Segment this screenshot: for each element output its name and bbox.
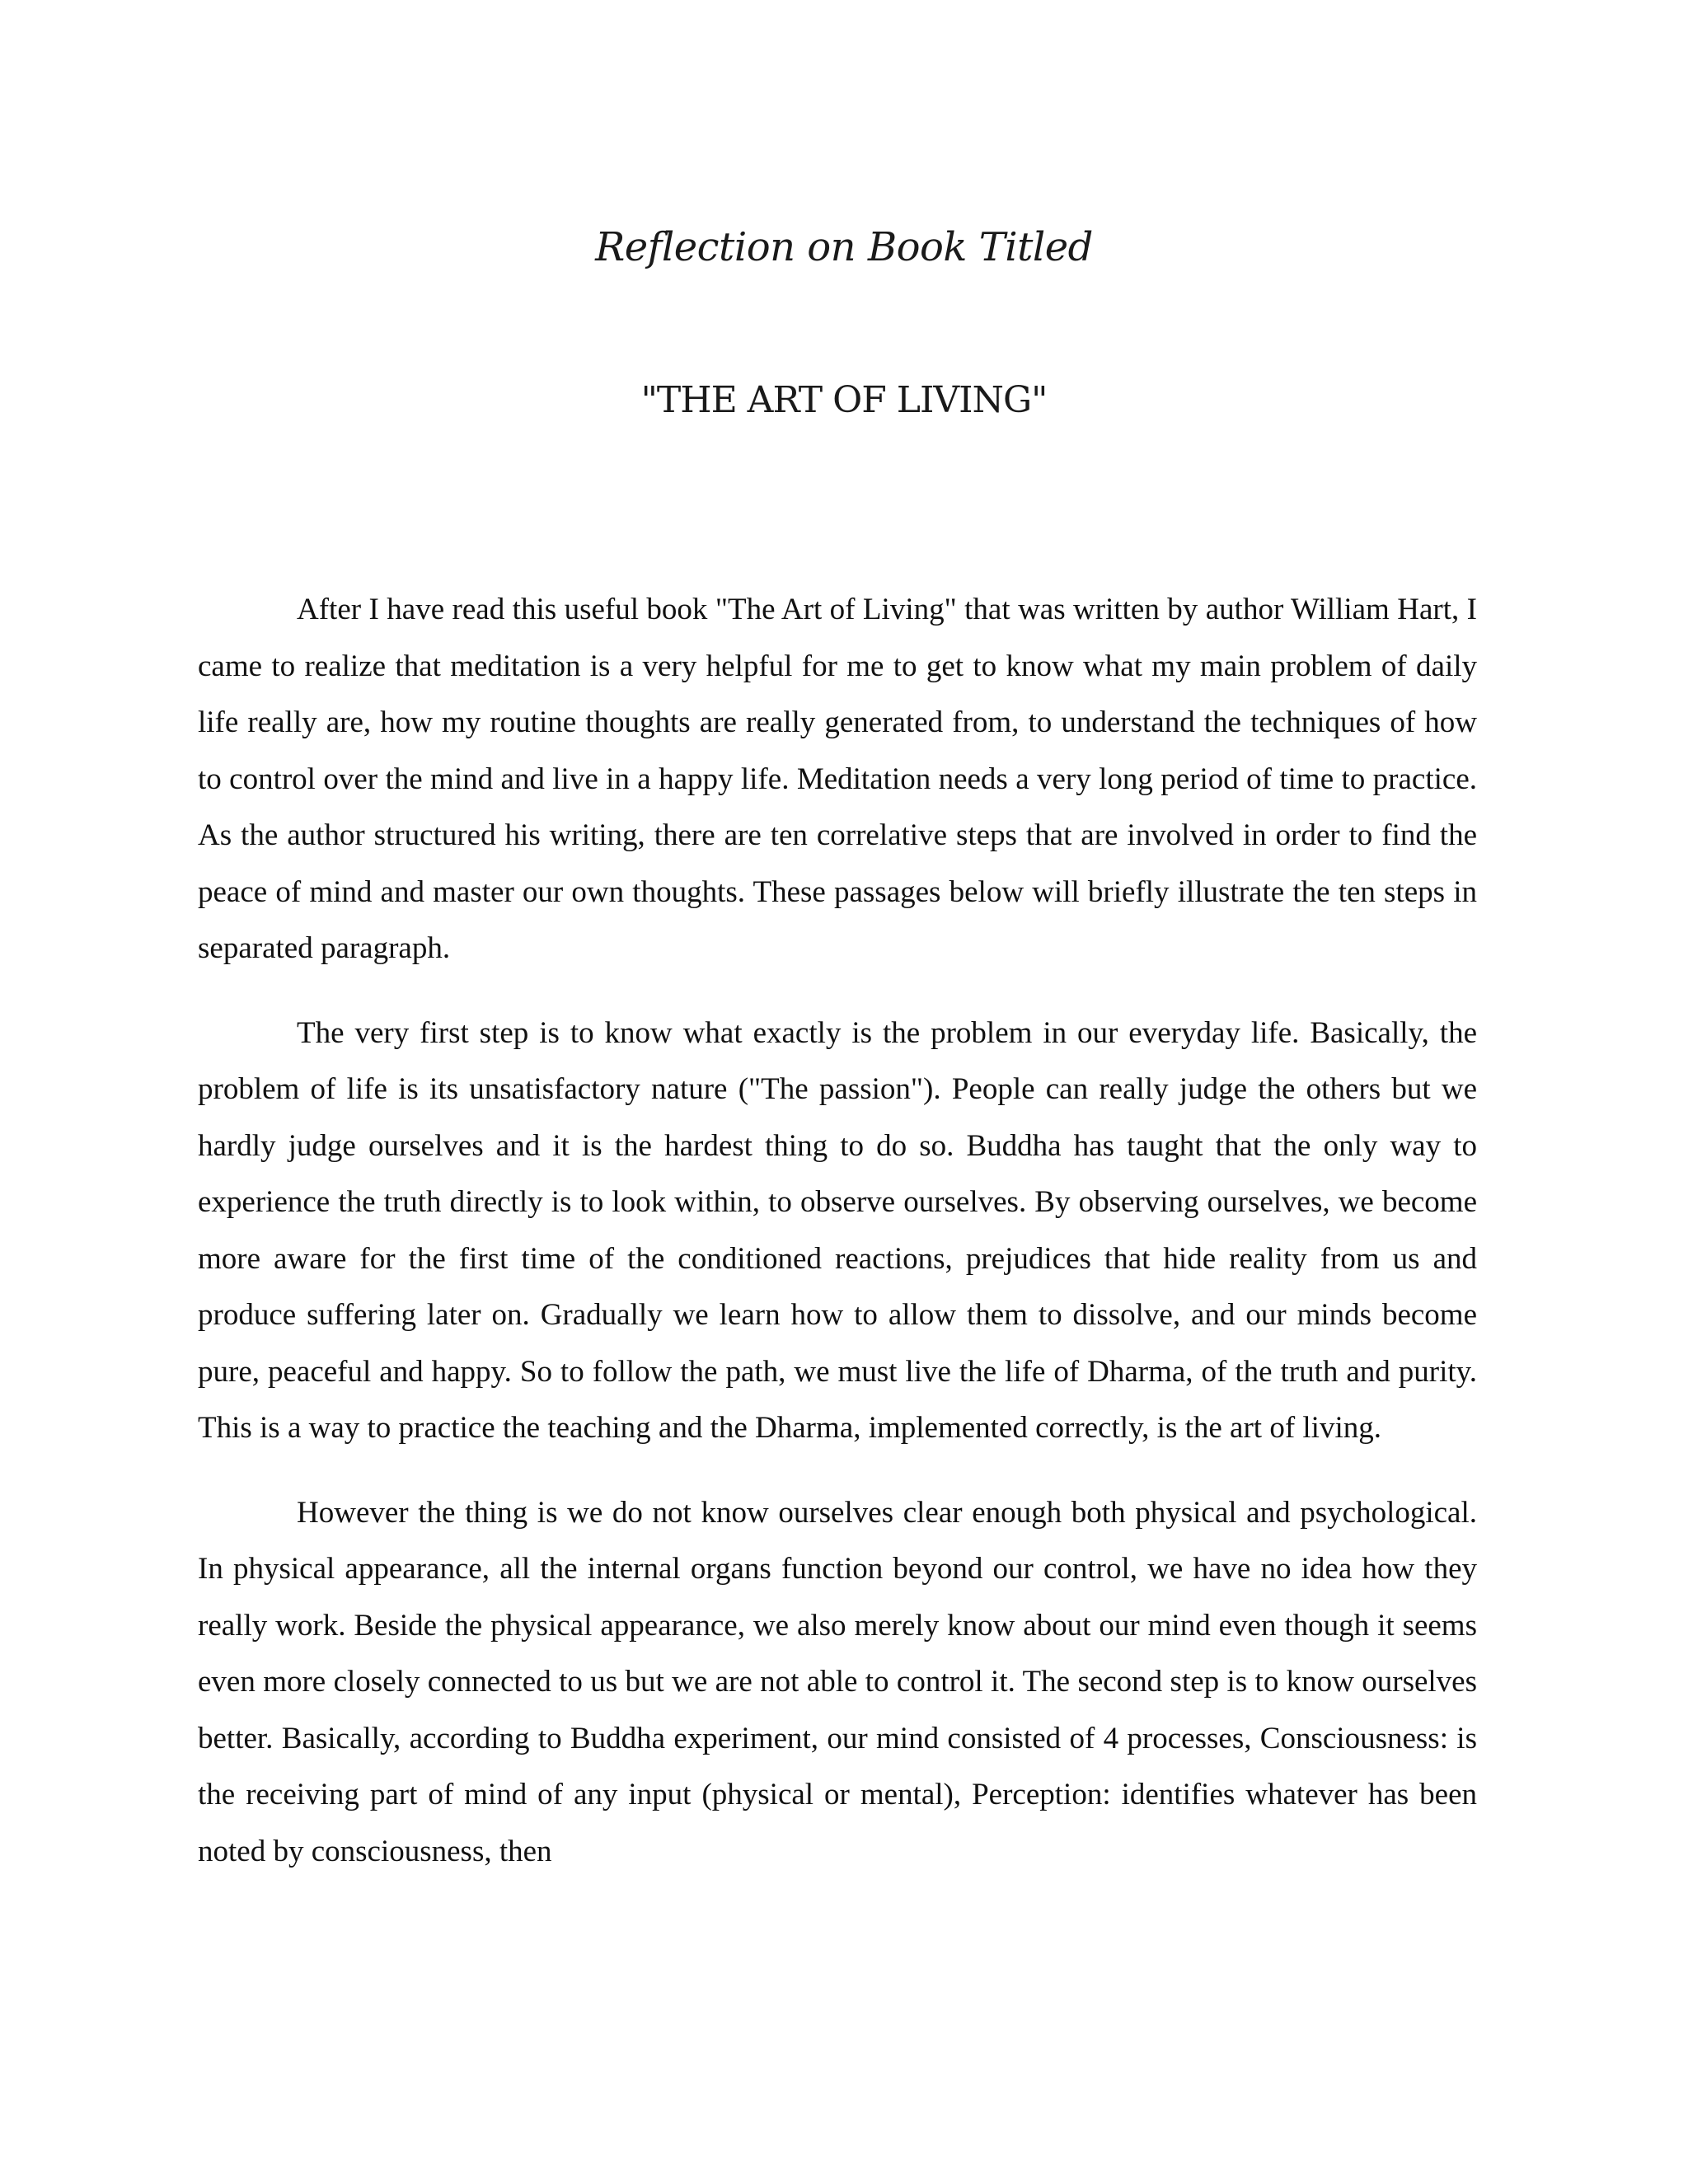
paragraph-intro: After I have read this useful book "The Art of Living" that was written by author William Hart, I came to realize that meditation is a very helpful for me to get to know what my main problem of daily life really are, how my routine thoughts are really generated from, to understand the techniques of how to control over the mind and live in a happy life. Meditation needs a very long period of time to practice. As the author structured his writing, there are ten correlative steps that are involved in order to find the peace of mind and master our own thoughts. These passages below will briefly illustrate the ten steps in separated paragraph.: [198, 593, 1477, 965]
document-title: Reflection on Book Titled: [595, 224, 1093, 270]
paragraph-second-step: However the thing is we do not know ourselves clear enough both physical and psychological. In physical appearance, all the internal organs function beyond our control, we have no idea how they really work. Beside the physical appearance, we also merely know about our mind even though it seems even more closely connected to us but we are not able to control it. The second step is to know ourselves better. Basically, according to Buddha experiment, our mind consisted of 4 processes, Consciousness: is the receiving part of mind of any input (physical or mental), Perception: identifies whatever has been noted by consciousness, then: [198, 1495, 1477, 1868]
document-body: [198, 582, 1477, 1908]
paragraph-first-step: The very first step is to know what exactly is the problem in our everyday life. Basically, the problem of life is its unsatisfactory nature ("The passion"). People can really judge the others but we hardly judge ourselves and it is the hardest thing to do so. Buddha has taught that the only way to experience the truth directly is to look within, to observe ourselves. By observing ourselves, we become more aware for the first time of the conditioned reactions, prejudices that hide reality from us and produce suffering later on. Gradually we learn how to allow them to dissolve, and our minds become pure, peaceful and happy. So to follow the path, we must live the life of Dharma, of the truth and purity. This is a way to practice the teaching and the Dharma, implemented correctly, is the art of living.: [198, 1015, 1477, 1445]
book-title: "THE ART OF LIVING": [640, 379, 1048, 421]
